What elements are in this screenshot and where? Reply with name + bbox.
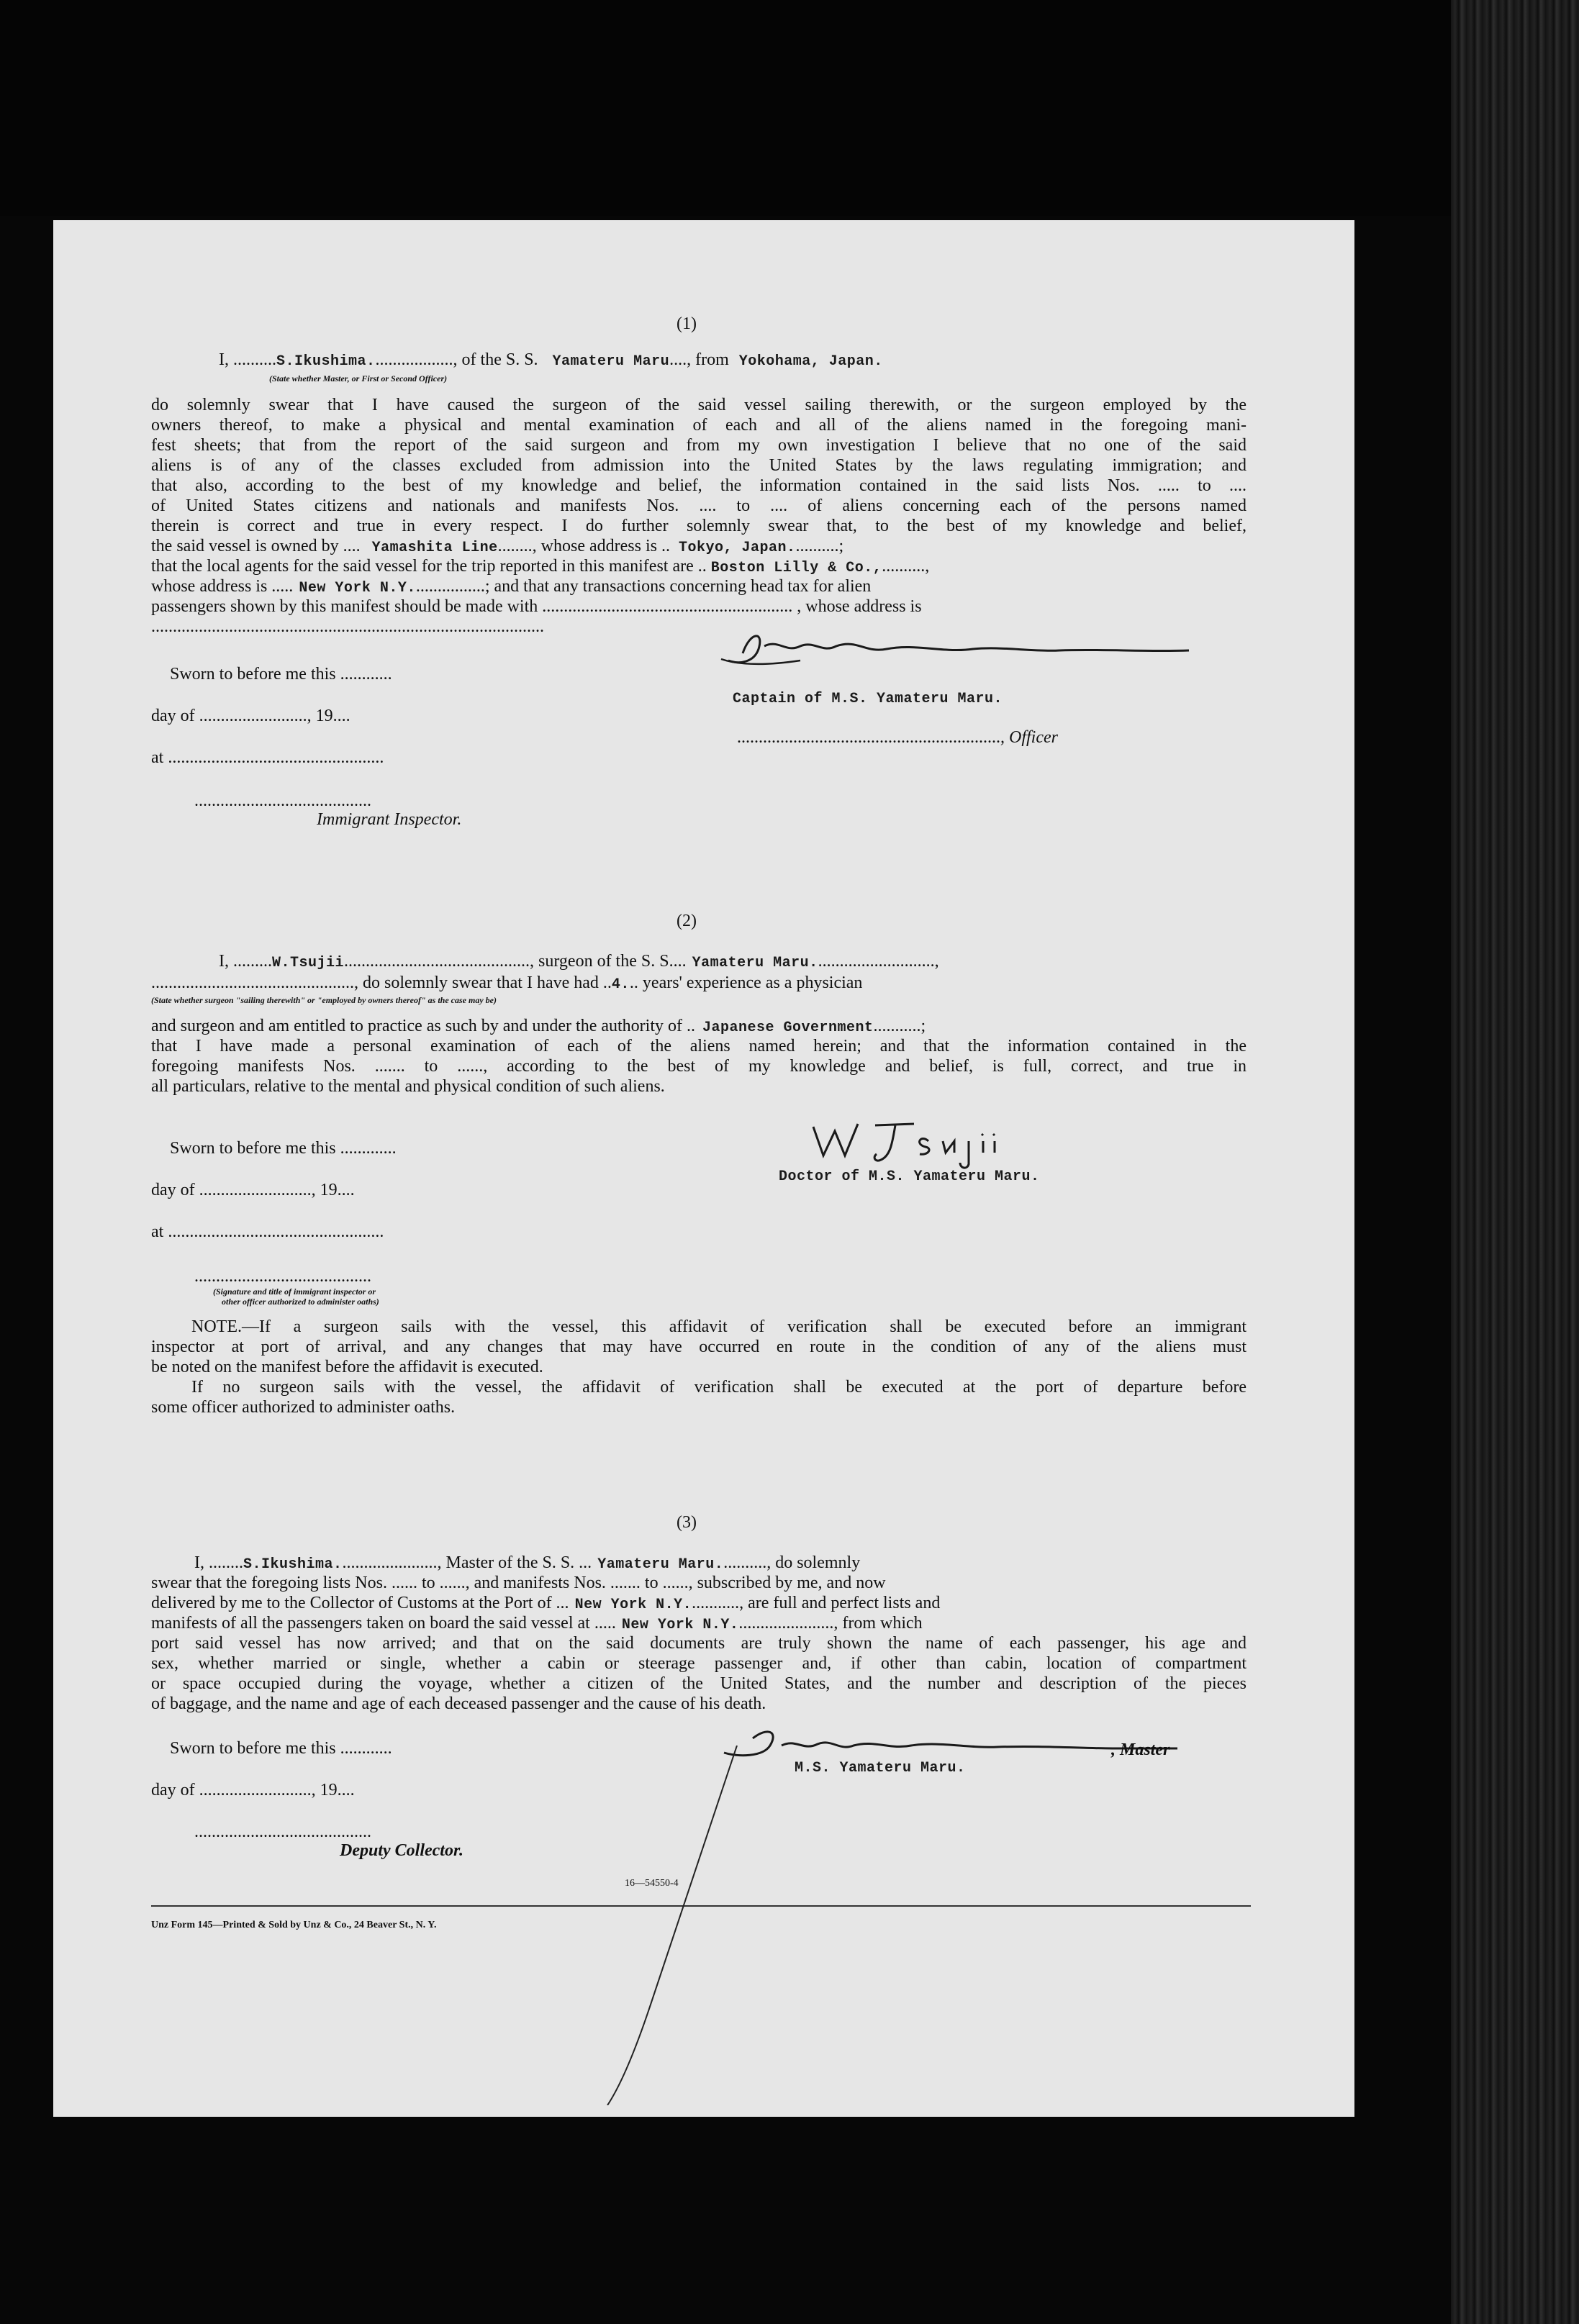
section3-line-4 — [151, 1613, 923, 1635]
vessel-name-typed: Yamateru Maru — [552, 353, 670, 370]
captain-signature — [714, 625, 1203, 675]
section-number-1: (1) — [677, 314, 697, 333]
agents-address-typed: New York N.Y. — [299, 580, 416, 596]
agents-address-line — [151, 576, 871, 599]
body-line: owners thereof, to make a physical and mental examination of each and all of the aliens named in the foregoing mani- — [151, 416, 1247, 435]
agents-typed: Boston Lilly & Co., — [710, 560, 882, 576]
text: delivered by me to the Collector of Customs at the Port of ... — [151, 1594, 569, 1612]
day-of-line-1: day of ........................., 19.... — [151, 707, 350, 725]
dots-line: ........................................................................................... — [151, 617, 544, 636]
officer-rank-caption: (State whether Master, or First or Second Officer) — [269, 373, 448, 383]
note-line: If no surgeon sails with the vessel, the affidavit of verification shall be executed at the port of departure before — [191, 1378, 1247, 1397]
text: ......................, from which — [738, 1614, 923, 1633]
body-line: fest sheets; that from the report of the said surgeon and from my own investigation I believe that no one of the said — [151, 436, 1247, 455]
text: I, ........ — [194, 1553, 243, 1572]
section3-body — [151, 1633, 1247, 1714]
agents-line — [151, 556, 929, 578]
text: ..........., are full and perfect lists and — [692, 1594, 941, 1612]
text: ...........; — [873, 1017, 926, 1035]
section3-first-line — [194, 1553, 860, 1575]
text: the said vessel is owned by .... — [151, 537, 361, 555]
signature-dots: ......................................... — [194, 1267, 371, 1286]
section1-body — [151, 395, 1247, 536]
text: ................; and that any transactions concerning head tax for alien — [415, 577, 872, 596]
authority-typed: Japanese Government — [702, 1020, 874, 1036]
captain-of-typed: Captain of M.S. Yamateru Maru. — [733, 691, 1003, 707]
vessel-name-typed: Yamateru Maru. — [692, 955, 818, 971]
sworn-line-3: Sworn to before me this ............ — [170, 1739, 392, 1758]
section-number-2: (2) — [677, 912, 697, 930]
text: manifests of all the passengers taken on board the said vessel at ..... — [151, 1614, 616, 1633]
text: whose address is ..... — [151, 577, 294, 596]
master-name-typed: S.Ikushima. — [276, 353, 376, 370]
note2-paragraph — [151, 1377, 1247, 1417]
inspector-dots: ......................................... — [194, 791, 371, 810]
vessel-name-typed: Yamateru Maru. — [597, 1556, 724, 1573]
day-of-line-2: day of .........................., 19.... — [151, 1181, 355, 1199]
officer-label: , Officer — [1000, 728, 1058, 747]
master-ship-typed: M.S. Yamateru Maru. — [795, 1760, 966, 1776]
sworn-line-1: Sworn to before me this ............ — [170, 665, 392, 684]
body-line: do solemnly swear that I have caused the surgeon of the said vessel sailing therewith, or the surgeon employed by the — [151, 396, 1247, 414]
form-page — [53, 220, 1354, 2117]
text: ........, whose address is .. — [497, 537, 670, 555]
body-line: all particulars, relative to the mental and physical condition of such aliens. — [151, 1077, 665, 1096]
body-line: port said vessel has now arrived; and that on the said documents are truly shown the name of each passenger, his age and — [151, 1634, 1247, 1653]
text: I, .......... — [219, 350, 276, 369]
owner-line — [151, 536, 843, 558]
surgeon-name-typed: W.Tsujii — [272, 955, 345, 971]
scan-top-band — [0, 0, 1451, 216]
note-paragraph — [151, 1317, 1247, 1377]
text: ..............................................., do solemnly swear that I have had .. — [151, 973, 612, 992]
signature-caption-2: other officer authorized to administer oaths) — [222, 1297, 379, 1307]
doctor-of-typed: Doctor of M.S. Yamateru Maru. — [779, 1168, 1040, 1185]
text: .........., — [882, 557, 930, 576]
text: and surgeon and am entitled to practice as such by and under the authority of .. — [151, 1017, 695, 1035]
body-line: or space occupied during the voyage, whether a citizen of the United States, and the number and description of the pieces — [151, 1674, 1247, 1693]
text: ..........................................., surgeon of the S. S.... — [344, 952, 687, 971]
body-line: that also, according to the best of my knowledge and belief, the information contained in the said lists Nos. ..... to .... — [151, 476, 1247, 495]
collector-dots: ......................................... — [194, 1823, 371, 1841]
text: .........., do solemnly — [723, 1553, 861, 1572]
surgeon-caption: (State whether surgeon "sailing therewith" or "employed by owners thereof" as the case may be) — [151, 995, 497, 1005]
text: ..........................., — [818, 952, 939, 971]
section3-line-2: swear that the foregoing lists Nos. ...... to ......, and manifests Nos. ....... to ......, subscribed by me, and now — [151, 1574, 886, 1592]
owner-typed: Yamashita Line — [371, 540, 498, 556]
body-line: therein is correct and true in every respect. I do further solemnly swear that, to the best of my knowledge and belief, — [151, 517, 1247, 535]
section2-second-line — [151, 973, 862, 995]
at-line-2: at .................................................. — [151, 1222, 384, 1241]
text: ......................, Master of the S. S. ... — [342, 1553, 592, 1572]
immigrant-inspector-label: Immigrant Inspector. — [317, 810, 462, 829]
headtax-line: passengers shown by this manifest should be made with .......................................................... , whose address is — [151, 597, 922, 616]
text: ..........; — [795, 537, 844, 555]
film-edge-strip — [1451, 0, 1579, 2324]
section2-first-line — [219, 951, 939, 973]
note-line: NOTE.—If a surgeon sails with the vessel, this affidavit of verification shall be executed before an immigrant — [191, 1317, 1247, 1336]
port-typed: New York N.Y. — [621, 1617, 739, 1633]
text: I, ......... — [219, 952, 272, 971]
note-line: be noted on the manifest before the affidavit is executed. — [151, 1358, 543, 1376]
text: .................., of the S. S. — [375, 350, 538, 369]
section2-body — [151, 1036, 1247, 1097]
body-line: aliens is of any of the classes excluded from admission into the United States by the laws regulating immigration; and — [151, 456, 1247, 475]
master-name-typed: S.Ikushima. — [243, 1556, 343, 1573]
deputy-collector-label: Deputy Collector. — [340, 1841, 463, 1860]
body-line: of baggage, and the name and age of each deceased passenger and the cause of his death. — [151, 1694, 766, 1713]
text: .. years' experience as a physician — [629, 973, 863, 992]
owner-address-typed: Tokyo, Japan. — [678, 540, 796, 556]
note-line: some officer authorized to administer oaths. — [151, 1398, 456, 1417]
section3-line-3 — [151, 1593, 940, 1615]
body-line: that I have made a personal examination of each of the aliens named herein; and that the information contained in the — [151, 1037, 1247, 1056]
form-info: Unz Form 145—Printed & Sold by Unz & Co., 24 Beaver St., N. Y. — [151, 1920, 437, 1930]
text: ............................................................. — [737, 728, 1000, 747]
years-typed: 4. — [611, 976, 630, 993]
day-of-line-3: day of .........................., 19.... — [151, 1781, 355, 1799]
form-code: 16—54550-4 — [625, 1878, 679, 1889]
master-label: , Master — [1111, 1740, 1170, 1759]
port-typed: Yokohama, Japan. — [738, 353, 883, 370]
note-line: inspector at port of arrival, and any changes that may have occurred en route in the condition of any of the aliens must — [151, 1338, 1247, 1356]
text: that the local agents for the said vessel for the trip reported in this manifest are .. — [151, 557, 707, 576]
doctor-signature — [806, 1112, 1022, 1170]
pen-stroke — [600, 1746, 744, 2105]
port-typed: New York N.Y. — [574, 1597, 692, 1613]
signature-caption-1: (Signature and title of immigrant inspector or — [213, 1286, 376, 1297]
body-line: foregoing manifests Nos. ....... to ......, according to the best of my knowledge and belief, is full, correct, and true in — [151, 1057, 1247, 1076]
body-line: sex, whether married or single, whether a cabin or steerage passenger and, if other than cabin, location of compartment — [151, 1654, 1247, 1673]
sworn-line-2: Sworn to before me this ............. — [170, 1139, 397, 1158]
section1-first-line — [219, 350, 883, 372]
section-number-3: (3) — [677, 1513, 697, 1532]
at-line-1: at .................................................. — [151, 748, 384, 767]
body-line: of United States citizens and nationals and manifests Nos. .... to .... of aliens concerning each of the persons named — [151, 496, 1247, 515]
authority-line — [151, 1016, 926, 1038]
text: ...., from — [669, 350, 729, 369]
officer-line — [737, 727, 1058, 748]
